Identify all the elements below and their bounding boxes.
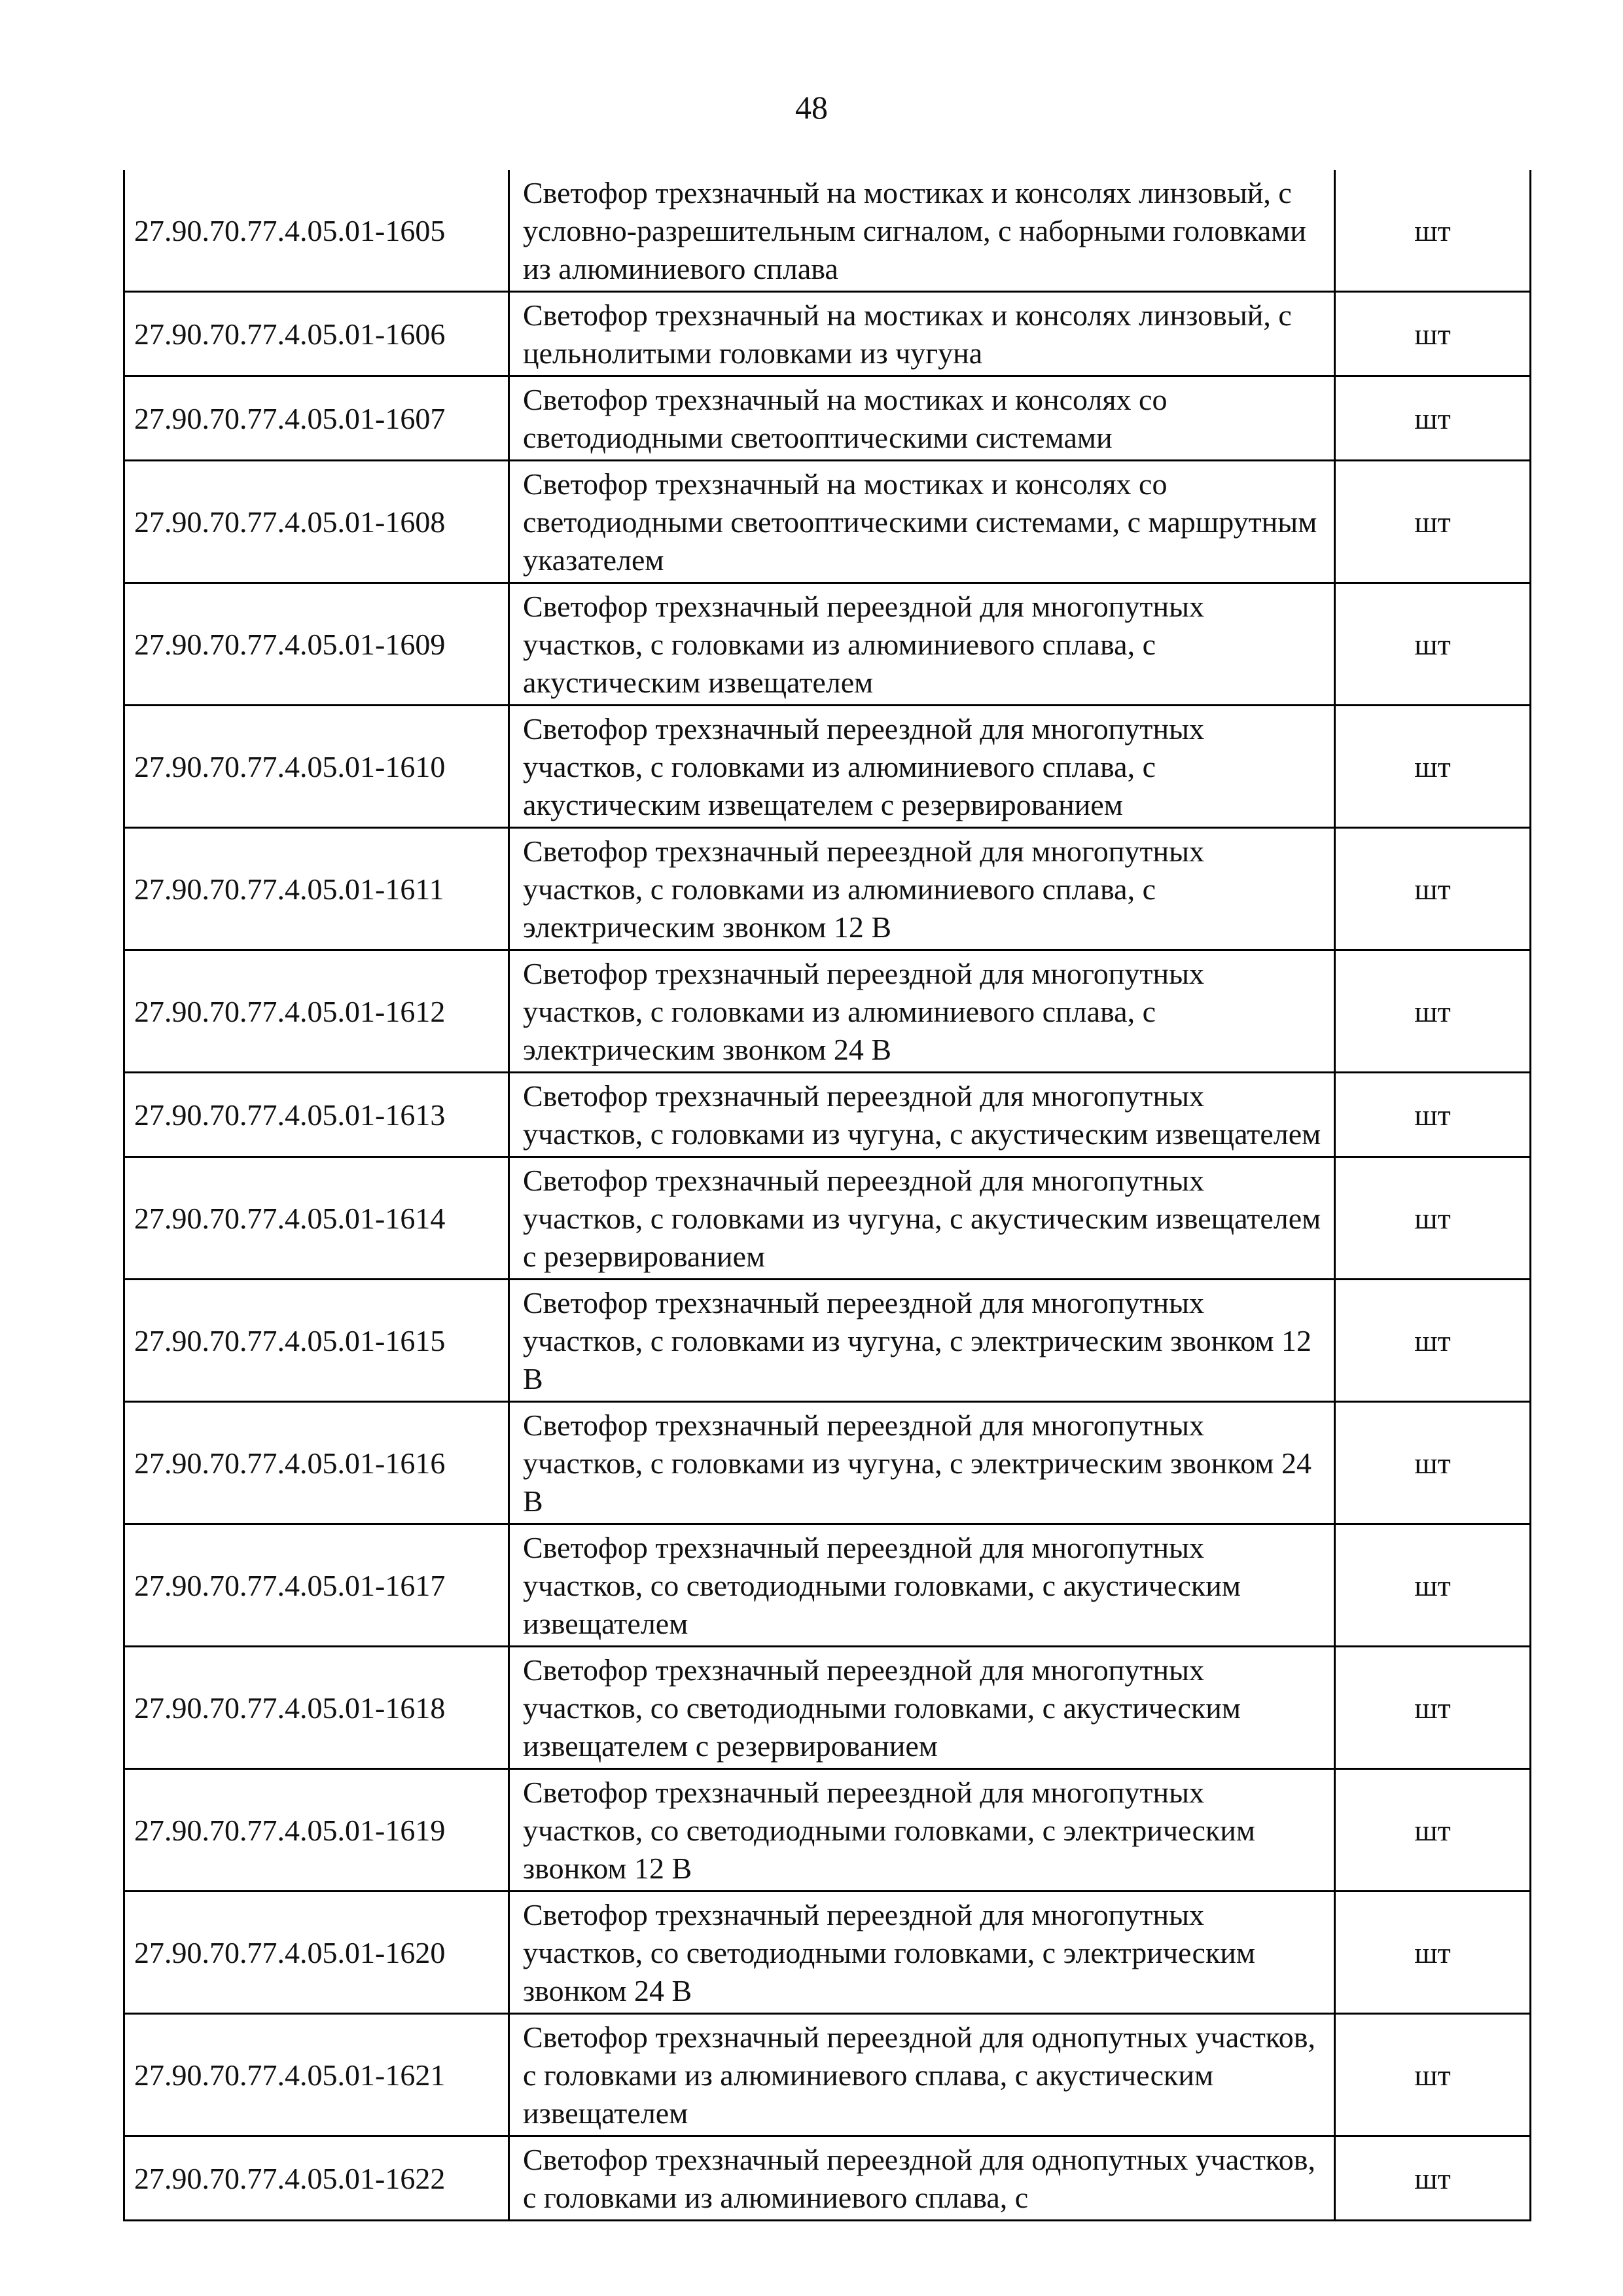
item-unit: шт bbox=[1414, 1098, 1451, 1132]
table-row bbox=[125, 1401, 1529, 1523]
table-row bbox=[125, 1890, 1529, 2013]
item-code: 27.90.70.77.4.05.01-1614 bbox=[125, 1158, 510, 1278]
item-description: Светофор трехзначный переездной для многопутных участков, с головками из алюминиевого сплава, с акустическим извещателем bbox=[510, 584, 1336, 704]
table-row bbox=[125, 1523, 1529, 1645]
item-code: 27.90.70.77.4.05.01-1610 bbox=[125, 706, 510, 827]
table-row bbox=[125, 827, 1529, 949]
item-code: 27.90.70.77.4.05.01-1606 bbox=[125, 293, 510, 375]
item-unit: шт bbox=[1414, 994, 1451, 1028]
item-unit: шт bbox=[1414, 401, 1451, 435]
table-row bbox=[125, 949, 1529, 1071]
item-code: 27.90.70.77.4.05.01-1613 bbox=[125, 1073, 510, 1156]
item-unit: шт bbox=[1414, 749, 1451, 783]
item-unit: шт bbox=[1414, 1935, 1451, 1969]
item-unit: шт bbox=[1414, 627, 1451, 661]
item-code: 27.90.70.77.4.05.01-1621 bbox=[125, 2015, 510, 2135]
table-row bbox=[125, 704, 1529, 827]
item-unit: шт bbox=[1414, 1813, 1451, 1847]
item-code: 27.90.70.77.4.05.01-1607 bbox=[125, 377, 510, 459]
item-description: Светофор трехзначный переездной для многопутных участков, со светодиодными головками, с акустическим извещателем с резервированием bbox=[510, 1647, 1336, 1768]
item-description: Светофор трехзначный переездной для многопутных участков, с головками из чугуна, с акустическим извещателем bbox=[510, 1073, 1336, 1156]
table-row bbox=[125, 291, 1529, 375]
item-description: Светофор трехзначный переездной для многопутных участков, с головками из чугуна, с акустическим извещателем с резервированием bbox=[510, 1158, 1336, 1278]
item-code: 27.90.70.77.4.05.01-1618 bbox=[125, 1647, 510, 1768]
table-row bbox=[125, 2013, 1529, 2135]
item-description: Светофор трехзначный переездной для однопутных участков, с головками из алюминиевого сплава, с bbox=[510, 2137, 1336, 2219]
table-row bbox=[125, 1071, 1529, 1156]
item-description: Светофор трехзначный переездной для многопутных участков, с головками из чугуна, с электрическим звонком 24 В bbox=[510, 1403, 1336, 1523]
item-code: 27.90.70.77.4.05.01-1619 bbox=[125, 1770, 510, 1890]
item-code: 27.90.70.77.4.05.01-1608 bbox=[125, 461, 510, 582]
item-description: Светофор трехзначный переездной для многопутных участков, со светодиодными головками, с электрическим звонком 24 В bbox=[510, 1892, 1336, 2013]
item-unit: шт bbox=[1414, 1568, 1451, 1602]
item-description: Светофор трехзначный переездной для многопутных участков, с головками из алюминиевого сплава, с электрическим звонком 24 В bbox=[510, 951, 1336, 1071]
item-unit: шт bbox=[1414, 2161, 1451, 2195]
item-description: Светофор трехзначный на мостиках и консолях линзовый, с цельнолитыми головками из чугуна bbox=[510, 293, 1336, 375]
item-description: Светофор трехзначный переездной для многопутных участков, со светодиодными головками, с электрическим звонком 12 В bbox=[510, 1770, 1336, 1890]
classifier-table bbox=[123, 170, 1531, 2221]
item-description: Светофор трехзначный переездной для однопутных участков, с головками из алюминиевого сплава, с акустическим извещателем bbox=[510, 2015, 1336, 2135]
item-code: 27.90.70.77.4.05.01-1617 bbox=[125, 1525, 510, 1645]
item-code: 27.90.70.77.4.05.01-1616 bbox=[125, 1403, 510, 1523]
item-unit: шт bbox=[1414, 1201, 1451, 1235]
item-code: 27.90.70.77.4.05.01-1615 bbox=[125, 1280, 510, 1401]
item-description: Светофор трехзначный переездной для многопутных участков, со светодиодными головками, с акустическим извещателем bbox=[510, 1525, 1336, 1645]
table-row bbox=[125, 1156, 1529, 1278]
page-number: 48 bbox=[795, 89, 828, 126]
item-unit: шт bbox=[1414, 213, 1451, 247]
item-code: 27.90.70.77.4.05.01-1622 bbox=[125, 2137, 510, 2219]
item-unit: шт bbox=[1414, 505, 1451, 539]
table-row bbox=[125, 170, 1529, 291]
item-description: Светофор трехзначный на мостиках и консолях линзовый, с условно-разрешительным сигналом, с наборными головками из алюминиевого сплава bbox=[510, 170, 1336, 291]
item-code: 27.90.70.77.4.05.01-1611 bbox=[125, 829, 510, 949]
item-code: 27.90.70.77.4.05.01-1609 bbox=[125, 584, 510, 704]
item-unit: шт bbox=[1414, 317, 1451, 351]
item-code: 27.90.70.77.4.05.01-1612 bbox=[125, 951, 510, 1071]
item-code: 27.90.70.77.4.05.01-1605 bbox=[125, 170, 510, 291]
item-description: Светофор трехзначный переездной для многопутных участков, с головками из чугуна, с электрическим звонком 12 В bbox=[510, 1280, 1336, 1401]
item-unit: шт bbox=[1414, 1691, 1451, 1725]
table-row bbox=[125, 459, 1529, 582]
item-unit: шт bbox=[1414, 1446, 1451, 1480]
item-description: Светофор трехзначный переездной для многопутных участков, с головками из алюминиевого сплава, с электрическим звонком 12 В bbox=[510, 829, 1336, 949]
item-unit: шт bbox=[1414, 872, 1451, 906]
table-row bbox=[125, 1645, 1529, 1768]
item-description: Светофор трехзначный на мостиках и консолях со светодиодными светооптическими системами bbox=[510, 377, 1336, 459]
item-description: Светофор трехзначный на мостиках и консолях со светодиодными светооптическими системами, с маршрутным указателем bbox=[510, 461, 1336, 582]
table-row bbox=[125, 1768, 1529, 1890]
item-code: 27.90.70.77.4.05.01-1620 bbox=[125, 1892, 510, 2013]
table-row bbox=[125, 582, 1529, 704]
item-unit: шт bbox=[1414, 1323, 1451, 1357]
table-row bbox=[125, 2135, 1529, 2219]
item-description: Светофор трехзначный переездной для многопутных участков, с головками из алюминиевого сплава, с акустическим извещателем с резервированием bbox=[510, 706, 1336, 827]
item-unit: шт bbox=[1414, 2058, 1451, 2092]
table-row bbox=[125, 375, 1529, 459]
table-row bbox=[125, 1278, 1529, 1401]
